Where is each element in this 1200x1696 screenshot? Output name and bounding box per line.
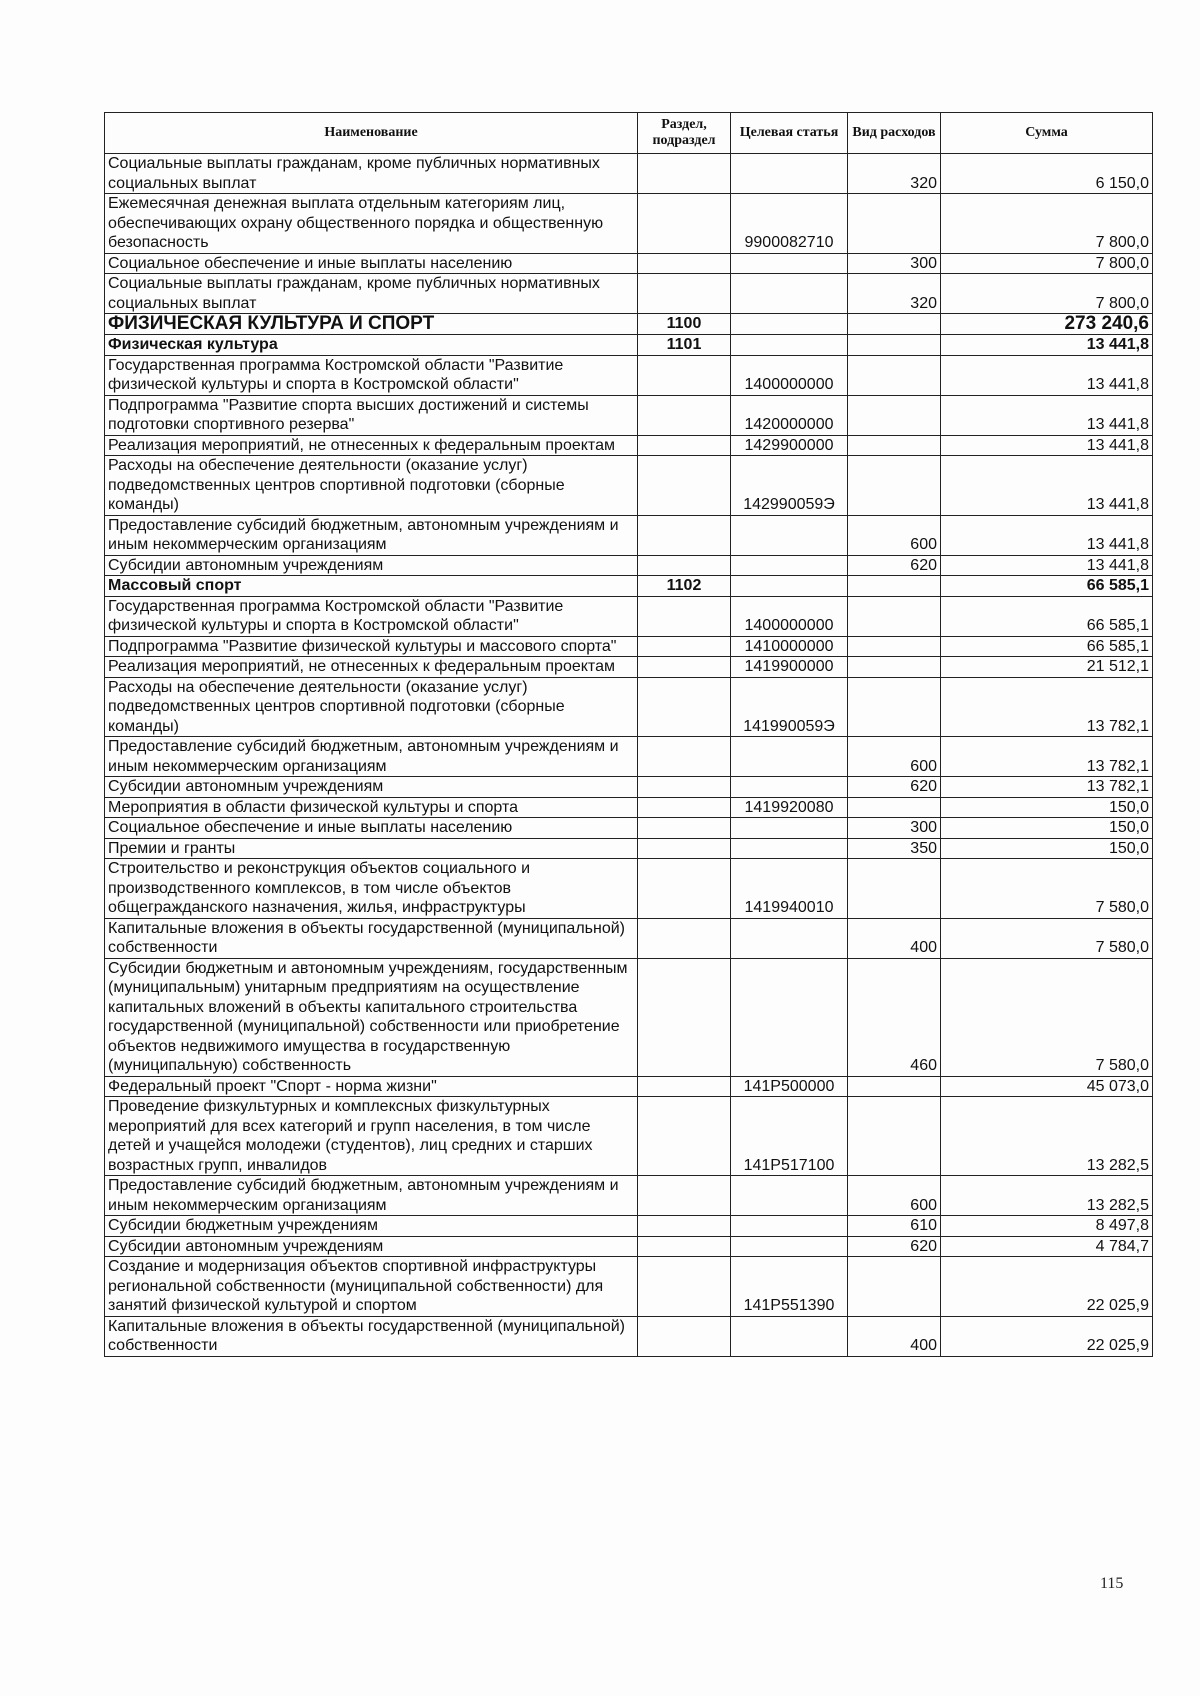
cell-name: Премии и гранты bbox=[105, 838, 638, 859]
cell-article bbox=[731, 154, 848, 194]
cell-section bbox=[638, 456, 731, 516]
table-row bbox=[105, 576, 1153, 597]
cell-kind bbox=[848, 395, 941, 435]
cell-article bbox=[731, 576, 848, 597]
cell-section bbox=[638, 1176, 731, 1216]
cell-sum: 150,0 bbox=[941, 797, 1153, 818]
cell-kind bbox=[848, 194, 941, 254]
cell-name: Субсидии автономным учреждениям bbox=[105, 555, 638, 576]
cell-article: 1419920080 bbox=[731, 797, 848, 818]
table-row bbox=[105, 274, 1153, 314]
cell-name: Субсидии автономным учреждениям bbox=[105, 1236, 638, 1257]
cell-kind bbox=[848, 1076, 941, 1097]
budget-table bbox=[104, 112, 1153, 1357]
cell-name: Создание и модернизация объектов спортивной инфраструктуры региональной собственности (муниципальной собственности) для занятий физической культурой и спортом bbox=[105, 1257, 638, 1317]
cell-sum: 273 240,6 bbox=[941, 314, 1153, 335]
cell-sum: 7 800,0 bbox=[941, 274, 1153, 314]
cell-name: Предоставление субсидий бюджетным, автономным учреждениям и иным некоммерческим организациям bbox=[105, 737, 638, 777]
table-row bbox=[105, 596, 1153, 636]
cell-kind bbox=[848, 456, 941, 516]
table-row bbox=[105, 1076, 1153, 1097]
cell-name: Субсидии бюджетным учреждениям bbox=[105, 1216, 638, 1237]
cell-section bbox=[638, 958, 731, 1076]
table-row bbox=[105, 395, 1153, 435]
cell-kind: 300 bbox=[848, 253, 941, 274]
cell-kind bbox=[848, 677, 941, 737]
cell-name: Государственная программа Костромской области "Развитие физической культуры и спорта в Костромской области" bbox=[105, 596, 638, 636]
cell-article: 1419940010 bbox=[731, 859, 848, 919]
cell-article bbox=[731, 958, 848, 1076]
table-row bbox=[105, 1236, 1153, 1257]
cell-name: Подпрограмма "Развитие спорта высших достижений и системы подготовки спортивного резерва" bbox=[105, 395, 638, 435]
cell-sum: 13 441,8 bbox=[941, 515, 1153, 555]
cell-article: 1419900000 bbox=[731, 657, 848, 678]
table-row bbox=[105, 677, 1153, 737]
page-number: 115 bbox=[1100, 1575, 1124, 1592]
table-row bbox=[105, 657, 1153, 678]
cell-article bbox=[731, 818, 848, 839]
cell-name: Предоставление субсидий бюджетным, автономным учреждениям и иным некоммерческим организациям bbox=[105, 515, 638, 555]
table-row bbox=[105, 314, 1153, 335]
table-body bbox=[105, 154, 1153, 1357]
cell-sum: 13 782,1 bbox=[941, 777, 1153, 798]
cell-article bbox=[731, 515, 848, 555]
cell-kind: 300 bbox=[848, 818, 941, 839]
cell-section: 1102 bbox=[638, 576, 731, 597]
cell-article bbox=[731, 838, 848, 859]
cell-article: 141P500000 bbox=[731, 1076, 848, 1097]
cell-section bbox=[638, 838, 731, 859]
cell-sum: 7 800,0 bbox=[941, 194, 1153, 254]
cell-sum: 4 784,7 bbox=[941, 1236, 1153, 1257]
cell-sum: 22 025,9 bbox=[941, 1257, 1153, 1317]
cell-section bbox=[638, 1316, 731, 1356]
cell-sum: 13 441,8 bbox=[941, 395, 1153, 435]
cell-section bbox=[638, 636, 731, 657]
cell-section bbox=[638, 677, 731, 737]
cell-sum: 13 282,5 bbox=[941, 1097, 1153, 1176]
cell-kind: 600 bbox=[848, 515, 941, 555]
cell-section bbox=[638, 515, 731, 555]
cell-name: Реализация мероприятий, не отнесенных к федеральным проектам bbox=[105, 435, 638, 456]
cell-kind bbox=[848, 1257, 941, 1317]
cell-section bbox=[638, 737, 731, 777]
table-row bbox=[105, 154, 1153, 194]
cell-name: Социальное обеспечение и иные выплаты населению bbox=[105, 253, 638, 274]
cell-article bbox=[731, 1316, 848, 1356]
cell-kind: 600 bbox=[848, 737, 941, 777]
cell-kind: 400 bbox=[848, 918, 941, 958]
cell-section bbox=[638, 1216, 731, 1237]
cell-name: Субсидии бюджетным и автономным учреждениям, государственным (муниципальным) унитарным предприятиям на осуществление капитальных вложений в объекты капитального строительства государственной (муниципальной) собственности или приобретение объектов недвижимого имущества в государственную (муниципальную) собственность bbox=[105, 958, 638, 1076]
cell-sum: 8 497,8 bbox=[941, 1216, 1153, 1237]
cell-name: Государственная программа Костромской области "Развитие физической культуры и спорта в Костромской области" bbox=[105, 355, 638, 395]
cell-name: Подпрограмма "Развитие физической культуры и массового спорта" bbox=[105, 636, 638, 657]
cell-name: Предоставление субсидий бюджетным, автономным учреждениям и иным некоммерческим организациям bbox=[105, 1176, 638, 1216]
cell-sum: 13 782,1 bbox=[941, 737, 1153, 777]
table-row bbox=[105, 1097, 1153, 1176]
table-row bbox=[105, 456, 1153, 516]
table-row bbox=[105, 636, 1153, 657]
cell-name: Массовый спорт bbox=[105, 576, 638, 597]
table-row bbox=[105, 555, 1153, 576]
cell-sum: 66 585,1 bbox=[941, 576, 1153, 597]
cell-section bbox=[638, 274, 731, 314]
table-row bbox=[105, 1176, 1153, 1216]
cell-sum: 13 441,8 bbox=[941, 435, 1153, 456]
cell-kind: 350 bbox=[848, 838, 941, 859]
cell-section bbox=[638, 657, 731, 678]
cell-sum: 22 025,9 bbox=[941, 1316, 1153, 1356]
cell-name: Социальные выплаты гражданам, кроме публичных нормативных социальных выплат bbox=[105, 274, 638, 314]
table-row bbox=[105, 777, 1153, 798]
cell-sum: 66 585,1 bbox=[941, 636, 1153, 657]
cell-name: Субсидии автономным учреждениям bbox=[105, 777, 638, 798]
cell-section: 1101 bbox=[638, 335, 731, 356]
cell-article bbox=[731, 314, 848, 335]
cell-kind: 620 bbox=[848, 1236, 941, 1257]
cell-kind bbox=[848, 636, 941, 657]
cell-name: ФИЗИЧЕСКАЯ КУЛЬТУРА И СПОРТ bbox=[105, 314, 638, 335]
header-kind: Вид расходов bbox=[848, 113, 941, 154]
cell-kind bbox=[848, 355, 941, 395]
cell-kind bbox=[848, 1097, 941, 1176]
cell-kind bbox=[848, 797, 941, 818]
cell-kind bbox=[848, 657, 941, 678]
cell-article bbox=[731, 1236, 848, 1257]
cell-name: Расходы на обеспечение деятельности (оказание услуг) подведомственных центров спортивной подготовки (сборные команды) bbox=[105, 456, 638, 516]
cell-kind bbox=[848, 435, 941, 456]
cell-section bbox=[638, 1257, 731, 1317]
cell-name: Социальное обеспечение и иные выплаты населению bbox=[105, 818, 638, 839]
cell-name: Проведение физкультурных и комплексных физкультурных мероприятий для всех категорий и групп населения, в том числе детей и учащейся молодежи (студентов), лиц средних и старших возрастных групп, инвалидов bbox=[105, 1097, 638, 1176]
table-row bbox=[105, 859, 1153, 919]
cell-section: 1100 bbox=[638, 314, 731, 335]
table-row bbox=[105, 515, 1153, 555]
cell-sum: 7 580,0 bbox=[941, 859, 1153, 919]
table-row bbox=[105, 435, 1153, 456]
cell-section bbox=[638, 253, 731, 274]
table-header-row bbox=[105, 113, 1153, 154]
cell-section bbox=[638, 777, 731, 798]
cell-section bbox=[638, 818, 731, 839]
cell-article bbox=[731, 777, 848, 798]
header-section: Раздел, подраздел bbox=[638, 113, 731, 154]
cell-kind bbox=[848, 335, 941, 356]
cell-sum: 7 580,0 bbox=[941, 918, 1153, 958]
cell-article bbox=[731, 274, 848, 314]
cell-sum: 13 441,8 bbox=[941, 335, 1153, 356]
cell-kind bbox=[848, 596, 941, 636]
cell-article bbox=[731, 253, 848, 274]
table-row bbox=[105, 958, 1153, 1076]
cell-kind: 320 bbox=[848, 274, 941, 314]
cell-article: 141990059Э bbox=[731, 677, 848, 737]
cell-section bbox=[638, 918, 731, 958]
table-row bbox=[105, 1316, 1153, 1356]
cell-sum: 66 585,1 bbox=[941, 596, 1153, 636]
cell-article: 141P517100 bbox=[731, 1097, 848, 1176]
cell-sum: 150,0 bbox=[941, 838, 1153, 859]
table-row bbox=[105, 797, 1153, 818]
cell-section bbox=[638, 1236, 731, 1257]
cell-name: Физическая культура bbox=[105, 335, 638, 356]
cell-kind bbox=[848, 314, 941, 335]
cell-sum: 13 782,1 bbox=[941, 677, 1153, 737]
header-name: Наименование bbox=[105, 113, 638, 154]
cell-section bbox=[638, 596, 731, 636]
cell-section bbox=[638, 194, 731, 254]
cell-section bbox=[638, 355, 731, 395]
cell-article: 1429900000 bbox=[731, 435, 848, 456]
cell-sum: 13 441,8 bbox=[941, 355, 1153, 395]
cell-kind: 460 bbox=[848, 958, 941, 1076]
cell-name: Строительство и реконструкция объектов социального и производственного комплексов, в том числе объектов общегражданского назначения, жилья, инфраструктуры bbox=[105, 859, 638, 919]
table-row bbox=[105, 194, 1153, 254]
cell-section bbox=[638, 395, 731, 435]
header-article: Целевая статья bbox=[731, 113, 848, 154]
cell-name: Капитальные вложения в объекты государственной (муниципальной) собственности bbox=[105, 918, 638, 958]
cell-name: Реализация мероприятий, не отнесенных к федеральным проектам bbox=[105, 657, 638, 678]
cell-sum: 6 150,0 bbox=[941, 154, 1153, 194]
table-row bbox=[105, 838, 1153, 859]
table-row bbox=[105, 1216, 1153, 1237]
cell-section bbox=[638, 797, 731, 818]
cell-sum: 45 073,0 bbox=[941, 1076, 1153, 1097]
header-sum: Сумма bbox=[941, 113, 1153, 154]
cell-section bbox=[638, 435, 731, 456]
cell-article bbox=[731, 555, 848, 576]
cell-article bbox=[731, 1216, 848, 1237]
cell-sum: 13 441,8 bbox=[941, 456, 1153, 516]
cell-article: 1420000000 bbox=[731, 395, 848, 435]
cell-article: 141P551390 bbox=[731, 1257, 848, 1317]
cell-name: Мероприятия в области физической культуры и спорта bbox=[105, 797, 638, 818]
cell-sum: 7 580,0 bbox=[941, 958, 1153, 1076]
cell-kind bbox=[848, 859, 941, 919]
cell-section bbox=[638, 859, 731, 919]
cell-section bbox=[638, 1076, 731, 1097]
cell-kind bbox=[848, 576, 941, 597]
cell-sum: 21 512,1 bbox=[941, 657, 1153, 678]
cell-sum: 7 800,0 bbox=[941, 253, 1153, 274]
cell-article: 1410000000 bbox=[731, 636, 848, 657]
cell-kind: 620 bbox=[848, 777, 941, 798]
cell-article bbox=[731, 1176, 848, 1216]
cell-sum: 13 282,5 bbox=[941, 1176, 1153, 1216]
cell-article bbox=[731, 737, 848, 777]
table-row bbox=[105, 355, 1153, 395]
cell-kind: 400 bbox=[848, 1316, 941, 1356]
cell-name: Капитальные вложения в объекты государственной (муниципальной) собственности bbox=[105, 1316, 638, 1356]
table-row bbox=[105, 335, 1153, 356]
table-row bbox=[105, 818, 1153, 839]
table-row bbox=[105, 253, 1153, 274]
cell-section bbox=[638, 555, 731, 576]
cell-kind: 600 bbox=[848, 1176, 941, 1216]
table-row bbox=[105, 737, 1153, 777]
cell-sum: 150,0 bbox=[941, 818, 1153, 839]
cell-kind: 620 bbox=[848, 555, 941, 576]
cell-section bbox=[638, 154, 731, 194]
cell-article: 142990059Э bbox=[731, 456, 848, 516]
cell-name: Социальные выплаты гражданам, кроме публичных нормативных социальных выплат bbox=[105, 154, 638, 194]
table-row bbox=[105, 1257, 1153, 1317]
cell-sum: 13 441,8 bbox=[941, 555, 1153, 576]
cell-name: Расходы на обеспечение деятельности (оказание услуг) подведомственных центров спортивной подготовки (сборные команды) bbox=[105, 677, 638, 737]
cell-name: Федеральный проект "Спорт - норма жизни" bbox=[105, 1076, 638, 1097]
cell-article bbox=[731, 918, 848, 958]
cell-article: 9900082710 bbox=[731, 194, 848, 254]
cell-name: Ежемесячная денежная выплата отдельным категориям лиц, обеспечивающих охрану общественного порядка и общественную безопасность bbox=[105, 194, 638, 254]
table-row bbox=[105, 918, 1153, 958]
cell-section bbox=[638, 1097, 731, 1176]
cell-kind: 320 bbox=[848, 154, 941, 194]
cell-article: 1400000000 bbox=[731, 355, 848, 395]
cell-article bbox=[731, 335, 848, 356]
cell-article: 1400000000 bbox=[731, 596, 848, 636]
cell-kind: 610 bbox=[848, 1216, 941, 1237]
